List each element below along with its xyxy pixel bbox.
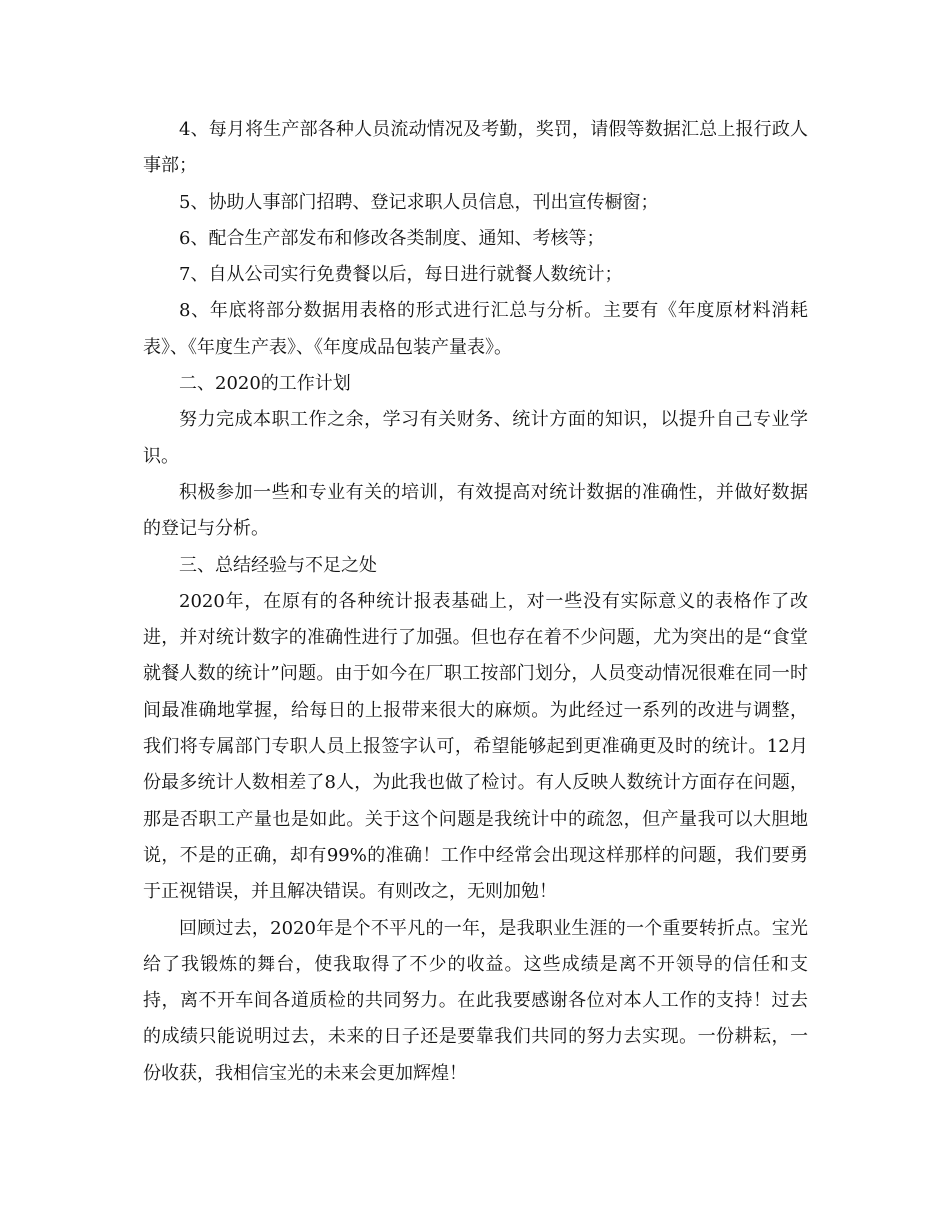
- paragraph-plan-training: 积极参加一些和专业有关的培训，有效提高对统计数据的准确性，并做好数据的登记与分析。: [143, 481, 808, 540]
- list-item-7: 7、自从公司实行免费餐以后，每日进行就餐人数统计；: [179, 264, 623, 286]
- section-heading-work-plan: 二、2020的工作计划: [179, 373, 351, 395]
- document-page: [143, 112, 808, 1092]
- list-item-5: 5、协助人事部门招聘、登记求职人员信息，刊出宣传橱窗；: [179, 191, 659, 213]
- paragraph-plan-study: 努力完成本职工作之余，学习有关财务、统计方面的知识，以提升自己专业学识。: [143, 409, 808, 467]
- paragraph-summary-2020: 2020年，在原有的各种统计报表基础上，对一些没有实际意义的表格作了改进，并对统计数字的准确性进行了加强。但也存在着不少问题，尤为突出的是“食堂就餐人数的统计”问题。由于如今在厂职工按部门划分，人员变动情况很难在同一时间最准确地掌握，给每日的上报带来很大的麻烦。为此经过一系列的改进与调整，我们将专属部门专职人员上报签字认可，希望能够起到更准确更及时的统计。12月份最多统计人数相差了8人，为此我也做了检讨。有人反映人数统计方面存在问题，那是否职工产量也是如此。关于这个问题是我统计中的疏忽，但产量我可以大胆地说，不是的正确，却有99%的准确！工作中经常会出现这样那样的问题，我们要勇于正视错误，并且解决错误。有则改之，无则加勉！: [143, 590, 808, 903]
- list-item-4: 4、每月将生产部各种人员流动情况及考勤，奖罚，请假等数据汇总上报行政人事部；: [143, 119, 808, 177]
- list-item-8: 8、年底将部分数据用表格的形式进行汇总与分析。主要有《年度原材料消耗表》、《年度生产表》、《年度成品包装产量表》。: [143, 300, 808, 358]
- paragraph-review: 回顾过去，2020年是个不平凡的一年，是我职业生涯的一个重要转折点。宝光给了我锻炼的舞台，使我取得了不少的收益。这些成绩是离不开领导的信任和支持，离不开车间各道质检的共同努力。在此我要感谢各位对本人工作的支持！过去的成绩只能说明过去，未来的日子还是要靠我们共同的努力去实现。一份耕耘，一份收获，我相信宝光的未来会更加辉煌！: [143, 917, 808, 1084]
- list-item-6: 6、配合生产部发布和修改各类制度、通知、考核等；: [179, 227, 605, 249]
- section-heading-summary: 三、总结经验与不足之处: [179, 554, 377, 576]
